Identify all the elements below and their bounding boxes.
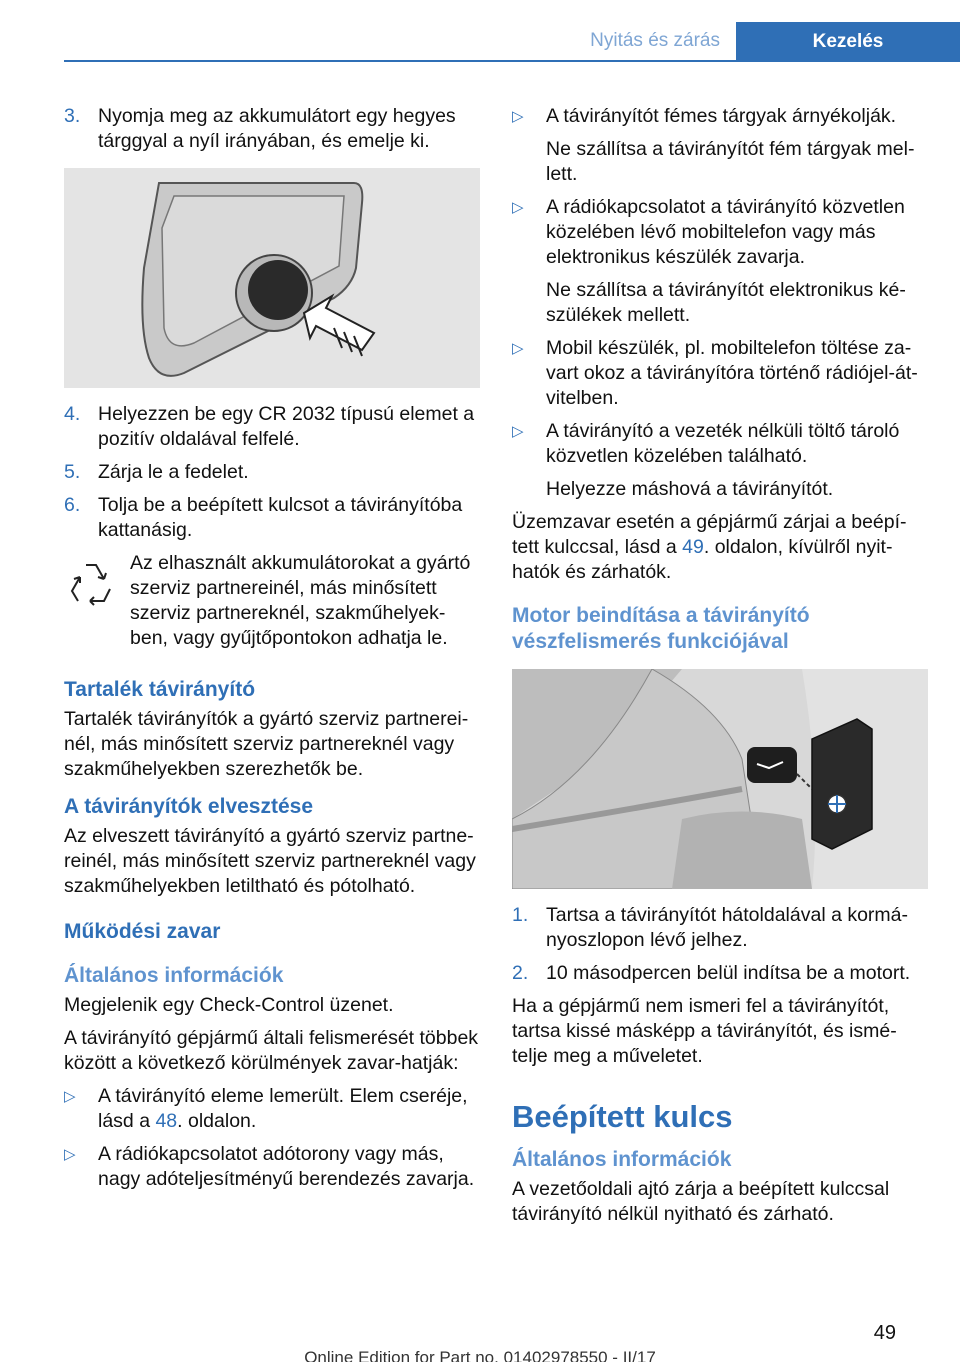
bullet-sub-text: Ne szállítsa a távirányítót elektronikus ké-szülékek mellett. [546, 279, 906, 326]
bullet-wireless-charger [512, 419, 928, 469]
paragraph-spare: Tartalék távirányítók a gyártó szerviz partnerei-nél, más minősített szerviz partnereknél vagy szakműhelyekben szerezhetők be. [64, 708, 469, 780]
step-number: 1. [512, 904, 529, 926]
bullet-text: A rádiókapcsolatot a távirányító közvetlen közelében lévő mobiltelefon vagy más elektronikus készülék zavarja. [546, 196, 905, 268]
bullet-metal [512, 104, 928, 129]
step-4 [64, 402, 480, 452]
heading-malfunction: Működési zavar [64, 920, 221, 943]
step-5 [64, 460, 480, 485]
edition-line: Online Edition for Part no. 01402978550 - II/17 [304, 1348, 656, 1362]
key-battery-figure [64, 168, 480, 388]
bullet-text: A távirányítót fémes tárgyak árnyékolják. [546, 105, 897, 127]
step-number: 5. [64, 461, 81, 483]
heading-general-info-key: Általános információk [512, 1148, 732, 1171]
bullet-sub-text: Helyezze máshová a távirányítót. [546, 478, 834, 500]
bullet-text: Mobil készülék, pl. mobiltelefon töltése za-vart okoz a távirányítóra történő rádiójel-át-vitelben. [546, 337, 918, 409]
bullet-charging [512, 336, 928, 411]
page-link-48[interactable]: 48 [155, 1110, 178, 1132]
page-header [0, 0, 960, 62]
bullet-text: A távirányító eleme lemerült. Elem cseréje, lásd a [98, 1085, 468, 1132]
recycle-text: Az elhasznált akkumulátorokat a gyártó szerviz partnereinél, más minősített szerviz partnereknél, szakműhelyek-ben, vagy gyűjtőpontokon adhatja le. [130, 552, 471, 649]
step-text: Tartsa a távirányítót hátoldalával a kormá-nyoszlopon lévő jelhez. [546, 904, 909, 951]
heading-engine-start: Motor beindítása a távirányító vészfelismerés funkciójával [512, 604, 810, 653]
bullet-phone [512, 195, 928, 270]
bullet-text: A rádiókapcsolatot adótorony vagy más, nagy adóteljesítményű berendezés zavarja. [98, 1143, 475, 1190]
step-6 [64, 493, 480, 543]
steering-column-figure [512, 669, 928, 889]
page-link-49[interactable]: 49 [682, 536, 704, 558]
heading-lost-remote: A távirányítók elvesztése [64, 795, 314, 818]
right-column [512, 104, 928, 1235]
paragraph-lost: Az elveszett távirányító a gyártó szerviz partne-reinél, más minősített szerviz partnereknél vagy szakműhelyekben letiltható és pótolható. [64, 825, 476, 897]
paragraph-check-control: Megjelenik egy Check-Control üzenet. [64, 994, 394, 1016]
step-text: Zárja le a fedelet. [98, 461, 249, 483]
recycle-icon [64, 551, 130, 651]
step-number: 4. [64, 403, 81, 425]
bullet-text: A távirányító a vezeték nélküli töltő tároló közvetlen közelében található. [546, 420, 900, 467]
bullet-glyph: ▷ [512, 423, 524, 440]
heading-general-info: Általános információk [64, 964, 284, 987]
recycle-note [64, 551, 480, 651]
start-step-2 [512, 961, 928, 986]
bullet-glyph: ▷ [64, 1088, 76, 1105]
paragraph-fault: Üzemzavar esetén a gépjármű zárjai a beépí-tett kulccsal, lásd a 49. oldalon, kívülről nyit-hatók és zárhatók. [512, 511, 907, 583]
paragraph-retry: Ha a gépjármű nem ismeri fel a távirányítót, tartsa kissé másképp a távirányítót, és ismé-telje meg a műveletet. [512, 995, 897, 1067]
step-number: 3. [64, 105, 81, 127]
page-number: 49 [873, 1322, 896, 1344]
heading-spare-remote: Tartalék távirányító [64, 678, 256, 701]
chapter-tab[interactable]: Kezelés [736, 22, 960, 60]
section-tab[interactable]: Nyitás és zárás [590, 30, 720, 51]
step-number: 2. [512, 962, 529, 984]
paragraph-recognition: A távirányító gépjármű általi felismerését többek között a következő körülmények zavar-hatják: [64, 1027, 479, 1074]
step-number: 6. [64, 494, 81, 516]
steering-column-illustration [512, 669, 928, 889]
bullet-glyph: ▷ [512, 108, 524, 125]
start-step-1 [512, 903, 928, 953]
step-3 [64, 104, 480, 154]
bullet-radio-tower [64, 1142, 480, 1192]
bullet-sub-text: Ne szállítsa a távirányítót fém tárgyak mel-lett. [546, 138, 915, 185]
step-text: Helyezzen be egy CR 2032 típusú elemet a pozitív oldalával felfelé. [98, 403, 475, 450]
heading-integrated-key: Beépített kulcs [512, 1099, 733, 1134]
header-rule [64, 60, 960, 62]
bullet-glyph: ▷ [512, 340, 524, 357]
step-text: 10 másodpercen belül indítsa be a motort. [546, 962, 911, 984]
bullet-glyph: ▷ [512, 199, 524, 216]
key-fob-illustration [64, 168, 480, 388]
bullet-battery: ▷ A távirányító eleme lemerült. Elem cseréje, lásd a 48. oldalon. [64, 1085, 468, 1132]
paragraph-integrated-key: A vezetőoldali ajtó zárja a beépített kulccsal távirányító nélkül nyitható és zárható. [512, 1178, 890, 1225]
step-text: Nyomja meg az akkumulátort egy hegyes tárggyal a nyíl irányában, és emelje ki. [98, 105, 456, 152]
left-column [64, 104, 480, 1200]
bullet-glyph: ▷ [64, 1146, 76, 1163]
step-text: Tolja be a beépített kulcsot a távirányítóba kattanásig. [98, 494, 463, 541]
